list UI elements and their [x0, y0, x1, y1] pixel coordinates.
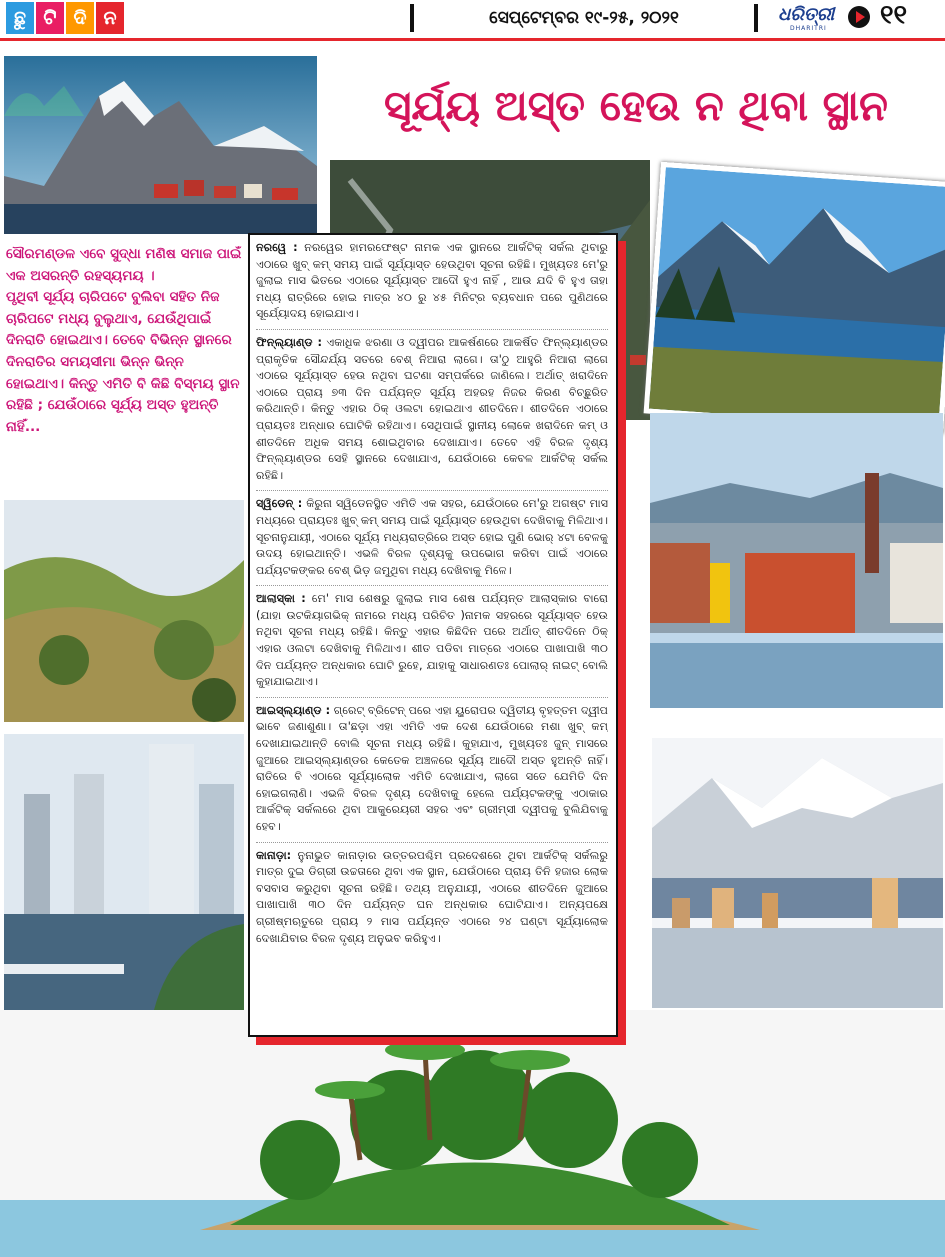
section-heading: ନରୱେ : [256, 241, 298, 254]
section-heading: ଆଲାସ୍କା : [256, 592, 306, 606]
play-icon [848, 6, 870, 28]
article-section-alaska [256, 591, 608, 691]
section-text: ମେ' ମାସ ଶେଷରୁ ଜୁଲାଇ ମାସ ଶେଷ ପର୍ଯ୍ୟନ୍ତ ଆଲାସ୍କାର ବାରୋ (ଯାହା ଉଟକିୟାଗଭିକ୍ ନାମରେ ମଧ୍ୟ ପରିଚିତ )ନାମକ ସହରରେ ସୂର୍ଯ୍ୟାସ୍ତ ହେଉ ନଥିବା ସୂଚନା ମଧ୍ୟ ରହିଛି। କିନ୍ତୁ ଏହାର କିଛିଦିନ ପରେ ଅର୍ଥାତ୍ ଶୀତଦିନେ ଠିକ୍ ଏହାର ଓଲଟା ଦେଖିବାକୁ ମିଳିଥାଏ। ଶୀତ ପଡିବା ମାତ୍ରେ ଏଠାରେ ପାଖାପାଖି ୩୦ ଦିନ ପର୍ଯ୍ୟନ୍ତ ଅନ୍ଧକାର ଘୋଟି ରୁହେ, ଯାହାକୁ ସାଧାରଣତଃ ପୋଲାର୍ ନାଇଟ୍ ବୋଲି କୁହାଯାଇଥାଏ। [256, 592, 608, 689]
section-divider [256, 842, 608, 843]
section-heading: କାନାଡ଼ା: [256, 848, 292, 862]
photo-alaska-lake [644, 162, 945, 434]
brand-subtitle: DHARITRI [790, 25, 827, 32]
article-section-sweden [256, 496, 608, 579]
masthead [6, 2, 124, 36]
issue-date: ସେପ୍ଟେମ୍ବର ୧୯-୨୫, ୨୦୨୧ [410, 4, 758, 32]
page-number: ୧୧ [880, 0, 908, 30]
article-section-canada [256, 848, 608, 948]
section-text: ଗ୍ରେଟ୍ ବ୍ରିଟେନ୍ ପରେ ଏହା ୟୁରୋପର ଦ୍ୱିତୀୟ ବୃହତ୍ତମ ଦ୍ୱୀପ ଭାବେ ଜଣାଶୁଣା। ତା'ଛଡ଼ା ଏହା ଏମିତି ଏକ ଦେଶ ଯେଉଁଠାରେ ମଶା ଖୁବ୍ କମ୍ ଦେଖାଯାଇଥାନ୍ତି ବୋଲି ସୂଚନା ମଧ୍ୟ ରହିଛି। କୁହାଯାଏ, ମୁଖ୍ୟତଃ ଜୁନ୍ ମାସରେ ଜୁଆରେ ଆଇସ୍ଲ୍ୟାଣ୍ଡର କେତେକ ଅଞ୍ଚଳରେ ସୂର୍ଯ୍ୟ ଆଦୌ ଅସ୍ତ ହୁଅନ୍ତି ନାହିଁ। ରାତିରେ ବି ଏଠାରେ ସୂର୍ଯ୍ୟାଲୋକ ଏମିତି ଦେଖାଯାଏ, ଲାଗେ ସତେ ଯେମିତି ଦିନ ହୋଇଗଲାଣି। ଏଭଳି ବିରଳ ଦୃଶ୍ୟ ଦେଖିବାକୁ ହେଲେ ପର୍ଯ୍ୟଟକଙ୍କୁ ଏଠାକାର ଆର୍କଟିକ୍ ସର୍କଲରେ ଥିବା ଆକୁରେୟରୀ ସହର ଏବଂ ଗ୍ରୀମ୍ସୀ ଦ୍ୱୀପକୁ ବୁଲିଯିବାକୁ ହେବ। [256, 703, 608, 833]
section-divider [256, 329, 608, 330]
section-text: ନୁନାଭୁତ କାନାଡ଼ାର ଉତ୍ତରପଶ୍ଚିମ ପ୍ରଦେଶରେ ଥିବା ଆର୍କଟିକ୍ ସର୍କଲରୁ ମାତ୍ର ଦୁଇ ଡିଗ୍ରୀ ଉଚ୍ଚତାରେ ଥିବା ଏକ ସ୍ଥାନ, ଯେଉଁଠାରେ ପ୍ରାୟ ତିନି ହଜାର ଲୋକ ବସବାସ କରୁଥିବା ସୂଚନା ରହିଛି। ତଥ୍ୟ ଅନୁଯାୟୀ, ଏଠାରେ ଶୀତଦିନେ ଜୁଆରେ ପାଖାପାଖି ୩୦ ଦିନ ପର୍ଯ୍ୟନ୍ତ ଘନ ଅନ୍ଧକାର ଘୋଟିଯାଏ। ଅନ୍ୟପକ୍ଷେ ଗ୍ରୀଷ୍ମଋତୁରେ ପ୍ରାୟ ୨ ମାସ ପର୍ଯ୍ୟନ୍ତ ଏଠାରେ ୨୪ ଘଣ୍ଟା ସୂର୍ଯ୍ୟାଲୋକ ଦେଖାଯିବାର ବିରଳ ଦୃଶ୍ୟ ଅନୁଭବ କରିହୁଏ। [256, 848, 608, 945]
section-heading: ଆଇସ୍ଲ୍ୟାଣ୍ଡ : [256, 703, 331, 717]
photo-norway-village [4, 56, 317, 234]
brand-logo: ଧରିତ୍ରୀ [778, 4, 835, 25]
section-heading: ଫିନ୍ଲ୍ୟାଣ୍ଡ : [256, 335, 322, 349]
masthead-letter: ନ [96, 2, 124, 34]
section-heading: ସ୍ୱିଡେନ୍ : [256, 497, 303, 511]
section-divider [256, 697, 608, 698]
article-section-finland [256, 335, 608, 484]
section-text: ଏକାଧିକ ଝରଣା ଓ ଦ୍ୱୀପର ଆକର୍ଷଣରେ ଆକର୍ଷିତ ଫିନ୍ଲ୍ୟାଣ୍ଡର ପ୍ରାକୃତିକ ସୌନ୍ଦର୍ଯ୍ୟ ସତରେ ବେଶ୍ ନିଆରା ଲାଗେ। ତା'ଠୁ ଆହୁରି ନିଆରା ଲାଗେ ଏଠାରେ ସୂର୍ଯ୍ୟାସ୍ତ ହେଉ ନଥିବା ଘଟଣା ସମ୍ପର୍କରେ ଜାଣିଲେ। ଅର୍ଥାତ୍ ଖରାଦିନେ ଏଠାରେ ପ୍ରାୟ ୭୩ ଦିନ ପର୍ଯ୍ୟନ୍ତ ସୂର୍ଯ୍ୟ ଅହରହ ନିଜର କିରଣ ବିଚ୍ଛୁରିତ କରିଥାନ୍ତି। କିନ୍ତୁ ଏହାର ଠିକ୍ ଓଲଟା ହୋଇଥାଏ ଶୀତଦିନେ। ଶୀତଦିନେ ଏଠାରେ ପ୍ରାୟତଃ ଅନ୍ଧାର ଘୋଟିକି ରହିଥାଏ। ସେଥିପାଇଁ ସ୍ଥାନୀୟ ଲୋକେ ଖରାଦିନେ କମ୍ ଓ ଶୀତଦିନେ ଅଧିକ ସମୟ ଶୋଇଥିବାର ଦେଖାଯାଏ। ତେବେ ଏହି ବିରଳ ଦୃଶ୍ୟ ଫିନ୍ଲ୍ୟାଣ୍ଡର ସେହି ସ୍ଥାନରେ ଦେଖାଯାଏ, ଯେଉଁଠାରେ କେବଳ ଆର୍କଟିକ୍ ସର୍କଲ ରହିଛି। [256, 335, 608, 482]
intro-paragraph: ସୌରମଣ୍ଡଳ ଏବେ ସୁଦ୍ଧା ମଣିଷ ସମାଜ ପାଇଁ ଏକ ଅସରନ୍ତି ରହସ୍ୟମୟ । [6, 246, 242, 284]
photo-anchorage [652, 738, 943, 1008]
section-text: କିରୁନା ସ୍ୱିଡେନସ୍ଥିତ ଏମିତି ଏକ ସହର, ଯେଉଁଠାରେ ମେ'ରୁ ଅଗଷ୍ଟ ମାସ ମଧ୍ୟରେ ପ୍ରାୟତଃ ଖୁବ୍ କମ୍ ସମୟ ପାଇଁ ସୂର୍ଯ୍ୟାସ୍ତ ହେଉଥିବା ଦେଖିବାକୁ ମିଳିଥାଏ। ସୂଚନାନୁଯାୟୀ, ଏଠାରେ ସୂର୍ଯ୍ୟ ମଧ୍ୟରାତ୍ରିରେ ଅସ୍ତ ହୋଇ ପୁଣି ଭୋର୍ ୪ଟା ବେଳକୁ ଉଦୟ ହୋଇଥାନ୍ତି। ଏଭଳି ବିରଳ ଦୃଶ୍ୟକୁ ଉପଭୋଗ କରିବା ପାଇଁ ଏଠାରେ ପର୍ଯ୍ୟଟକଙ୍କର ବେଶ୍ ଭିଡ଼ ଜମୁଥିବା ମଧ୍ୟ ଦେଖିବାକୁ ମିଳେ। [256, 497, 608, 577]
article-section-norway [256, 240, 608, 323]
article-body [256, 240, 608, 1025]
photo-palm-island [0, 1010, 945, 1257]
section-divider [256, 490, 608, 491]
masthead-letter: ଦି [66, 2, 94, 34]
photo-grassland [4, 500, 244, 722]
page-title: ସୂର୍ଯ୍ୟ ଅସ୍ତ ହେଉ ନ ଥିବା ସ୍ଥାନ [384, 81, 888, 130]
article-section-iceland [256, 703, 608, 836]
masthead-letter: ଛୁ [6, 2, 34, 34]
intro-text [6, 244, 244, 438]
header-divider [0, 38, 945, 41]
section-divider [256, 585, 608, 586]
masthead-letter: ଟି [36, 2, 64, 34]
photo-oslo-city [650, 413, 943, 708]
intro-paragraph: ପୃଥିବୀ ସୂର୍ଯ୍ୟ ଚାରିପଟେ ବୁଲିବା ସହିତ ନିଜ ଚାରିପଟେ ମଧ୍ୟ ବୁଲୁଥାଏ, ଯେଉଁଥିପାଇଁ ଦିନରାତି ହୋଇଥାଏ। ତେବେ ବିଭିନ୍ନ ସ୍ଥାନରେ ଦିନରାତିର ସମୟସୀମା ଭିନ୍ନ ଭିନ୍ନ ହୋଇଥାଏ। କିନ୍ତୁ ଏମିତି ବି କିଛି ବିସ୍ମୟ ସ୍ଥାନ ରହିଛି ; ଯେଉଁଠାରେ ସୂର୍ଯ୍ୟ ଅସ୍ତ ହୁଅନ୍ତି ନାହିଁ... [6, 289, 240, 435]
section-text: ନରୱେର ହାମରଫେଷ୍ଟ ନାମକ ଏକ ସ୍ଥାନରେ ଆର୍କଟିକ୍ ସର୍କଲ ଥିବାରୁ ଏଠାରେ ଖୁବ୍ କମ୍ ସମୟ ପାଇଁ ସୂର୍ଯ୍ୟାସ୍ତ ହେଉଥିବା ସୂଚନା ରହିଛି। ମୁଖ୍ୟତଃ ମେ'ରୁ ଜୁଲାଇ ମାସ ଭିତରେ ଏଠାରେ ସୂର୍ଯ୍ୟାସ୍ତ ଆଦୌ ହୁଏ ନାହିଁ , ଆଉ ଯଦି ବି ହୁଏ ତାହା ମଧ୍ୟ ରାତ୍ରିରେ ହୋଇ ମାତ୍ର ୪୦ ରୁ ୪୫ ମିନିଟ୍ର ବ୍ୟବଧାନ ପରେ ପୁଣିଥରେ ସୂର୍ଯ୍ୟୋଦୟ ହୋଇଯାଏ। [256, 241, 608, 321]
photo-vancouver [4, 734, 244, 1010]
